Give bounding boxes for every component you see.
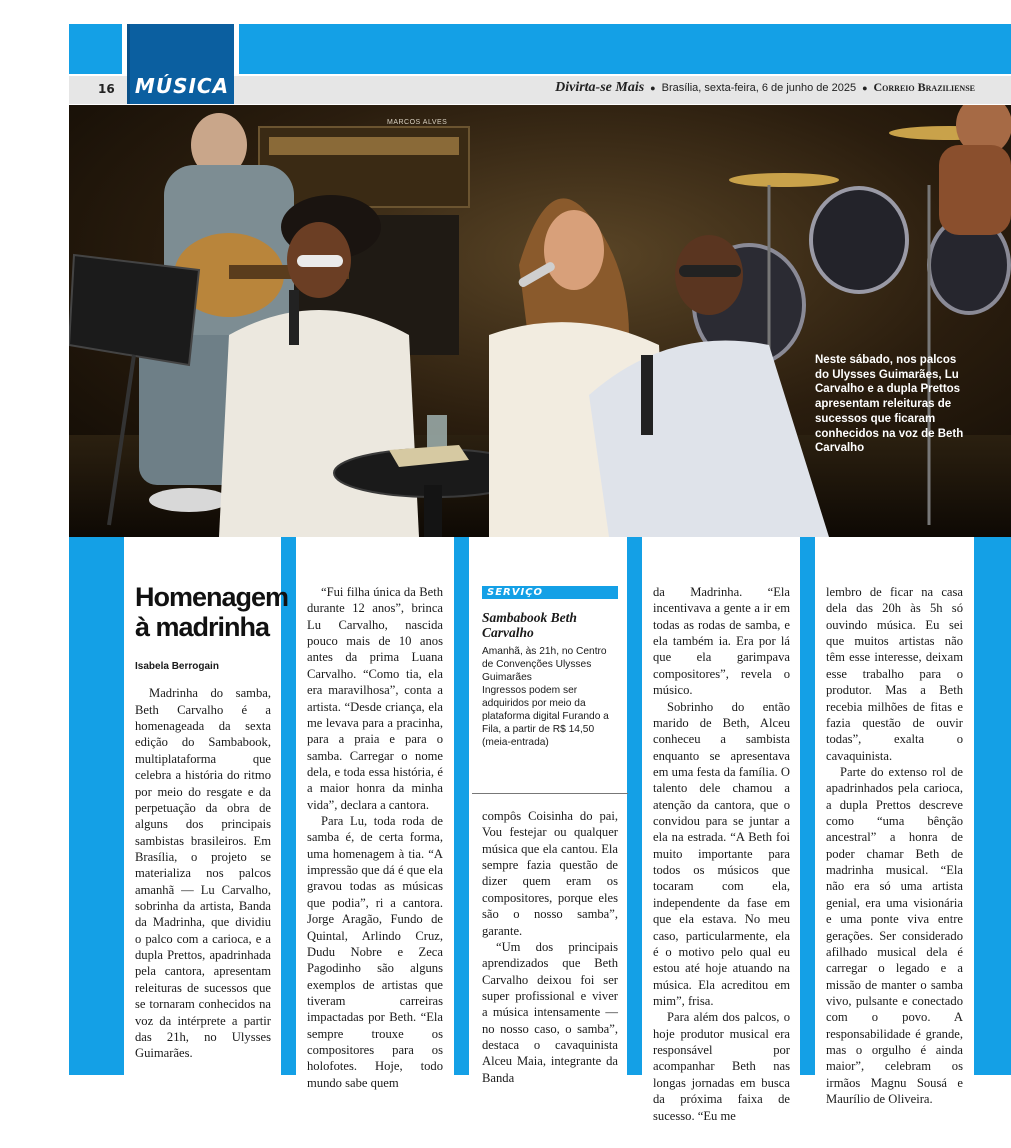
service-schedule: Amanhã, às 21h, no Centro de Convenções Ulysses Guimarães (482, 645, 607, 683)
service-title: Sambabook Beth Carvalho (482, 610, 577, 640)
article-paragraph: Para Lu, toda roda de samba é, de certa forma, uma homenagem à tia. “A impressão que dá é que ela gravou todas as músicas que podia”, ri a cantora. Jorge Aragão, Fundo de Quintal, Arlindo Cruz, Dudu Nobre e Zeca Pagodinho são alguns exemplos de artistas que tiveram carreiras impactadas por Beth. “Ela sempre trouxe os compositores para os holofotes. Hoje, todo mundo sabe quem (307, 814, 443, 1090)
bullet-icon: ● (862, 83, 868, 93)
article-paragraph: lembro de ficar na casa dela das 20h às 5h só ouvindo música. Eu sei que muitos artistas não têm esse interesse, deixam esse trabalho para o produtor. Mas a Beth recebia milhões de fitas e fazia questão de ouvir todas”, exalta o cavaquinista. (826, 585, 963, 763)
article-column-4 (653, 584, 790, 1124)
photo-credit: MARCOS ALVES (387, 119, 448, 126)
article-paragraph: Sobrinho do então marido de Beth, Alceu conheceu a sambista enquanto se apresentava em uma festa da família. O talento dele chamou a atenção da cantora, que o convidou para se juntar a ela na estrada. “A Beth foi muito importante para todos os músicos que tocaram com ela, independente da fase em que ela estava. No meu caso, particularmente, ela é o motivo pelo qual eu estou até hoje atuando na música. Ela acreditou em mim”, frisa. (653, 699, 790, 1008)
article-paragraph: “Fui filha única da Beth durante 12 anos”, brinca Lu Carvalho, nascida pouco mais de 10 anos antes da prima Luana Carvalho. “Como tia, ela era maravilhosa”, conta a artista. “Desde criança, ela me levava para a pracinha, para a praia e para o samba. Carregar o nome dela, e toda essa história, é a maior honra da minha vida”, declara a cantora. (307, 585, 443, 812)
service-box (482, 586, 618, 749)
supplement-name: Divirta-se Mais (555, 80, 645, 95)
article-byline: Isabela Berrogain (135, 661, 219, 673)
section-title: MÚSICA (134, 74, 230, 98)
edition-date: Brasília, sexta-feira, 6 de junho de 2025 (661, 82, 857, 94)
article-column-2 (307, 584, 443, 1091)
service-divider (472, 793, 628, 794)
concert-photo (69, 105, 1011, 537)
service-tag: SERVIÇO (482, 586, 618, 599)
photo-caption: Neste sábado, nos palcos do Ulysses Guimarães, Lu Carvalho e a dupla Prettos apresentam releituras de sucessos que ficaram conhecidos na voz de Beth Carvalho (815, 354, 964, 455)
article-paragraph: “Um dos principais aprendizados que Beth Carvalho deixou foi ser super profissional e viver a música intensamente — no nosso caso, o samba”, destaca o cavaquinista Alceu Maia, integrante da Banda (482, 939, 618, 1085)
article-paragraph: da Madrinha. “Ela incentivava a gente a ir em todas as rodas de samba, e ela também ia. Era por lá que ela garimpava compositores”, revela o músico. (653, 585, 790, 698)
page-number: 16 (98, 82, 115, 96)
article-paragraph: Parte do extenso rol de apadrinhados pela carioca, a dupla Prettos descreve como “uma bênção ancestral” a honra de poder chamar Beth de madrinha musical. “Ela não era só uma artista genial, era uma visionária e uma ponte viva entre gerações. Ser considerado afilhado musical dela é carregar o legado e a missão de manter o samba vivo, pulsante e conectado com o povo. A responsabilidade é grande, mas o orgulho é ainda maior”, celebram os irmãos Magnu Sousá e Maurílio de Oliveira. (826, 764, 963, 1107)
newspaper-name: Correio Braziliense (873, 80, 975, 94)
article-headline: Homenagem à madrinha (135, 582, 289, 642)
article-column-5 (826, 584, 963, 1108)
article-paragraph: Para além dos palcos, o hoje produtor musical era responsável por acompanhar Beth nas longas jornadas em busca da próxima faixa de sucesso. “Eu me (653, 1010, 790, 1123)
article-column-1 (135, 582, 289, 1062)
concert-photo-illustration (69, 105, 1011, 537)
bullet-icon: ● (650, 83, 656, 93)
strip-divider (234, 24, 239, 74)
article-column-3 (482, 808, 618, 1086)
article-paragraph: Madrinha do samba, Beth Carvalho é a homenageada da sexta edição do Sambabook, multiplataforma que celebra a história do ritmo por meio do resgate e da perpetuação da obra de alguns dos principais sambistas brasileiros. Em Brasília, o projeto se materializa nos palcos amanhã — Lu Carvalho, sobrinha da artista, Banda da Madrinha, que dividiu o palco com a carioca, e a dupla Prettos, apadrinhada pela cantora, apresentam releituras de sucessos que se tornaram conhecidos na voz da intérprete a partir das 21h, no Ulysses Guimarães. (135, 686, 271, 1061)
article-paragraph: compôs Coisinha do pai, Vou festejar ou qualquer música que ela cantou. Ela sempre fazia questão de dizer quem eram os compositores, porque eles são o nosso samba”, garante. (482, 809, 618, 938)
service-tickets: Ingressos podem ser adquiridos por meio da plataforma digital Furando a Fila, a partir de R$ 14,50 (meia-entrada) (482, 684, 609, 749)
band-accent (69, 1045, 124, 1075)
section-box (127, 24, 234, 104)
header-info (555, 80, 975, 96)
